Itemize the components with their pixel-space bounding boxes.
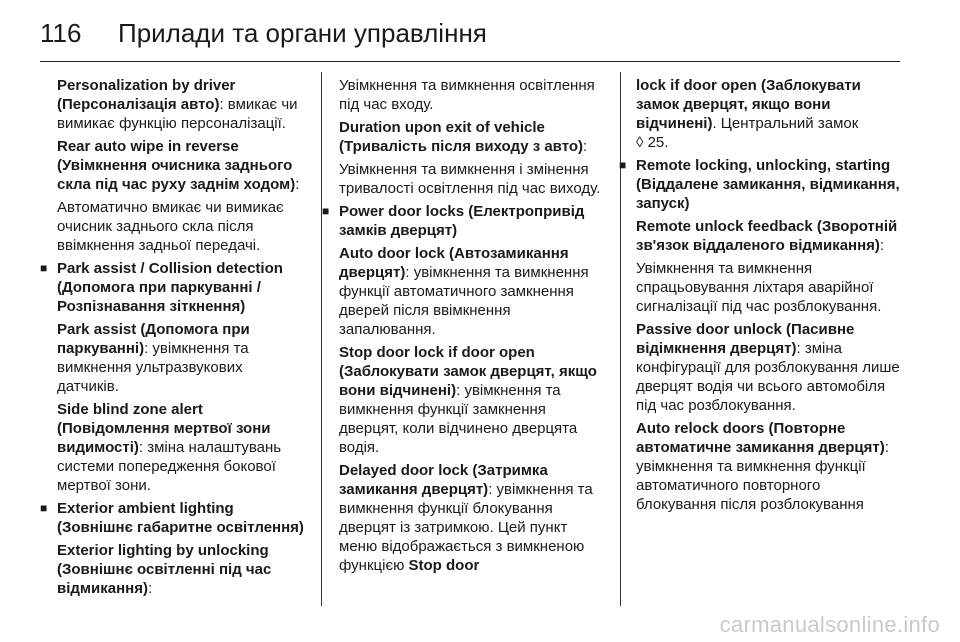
term-bold: Delayed door lock (Затримка замикання дверцят) <box>339 462 548 498</box>
page-reference: ◊ 25. <box>636 134 669 151</box>
column-middle <box>339 76 605 579</box>
bullet-title: Power door locks (Електропривід замків дверцят) <box>339 203 585 239</box>
term-bold: lock if door open (Заблокувати замок дверцят, якщо вони відчинені) <box>636 77 861 132</box>
paragraph <box>40 400 308 495</box>
bullet-title: Exterior ambient lighting (Зовнішнє габаритне освітлення) <box>57 500 304 536</box>
bullet-item <box>322 202 605 240</box>
paragraph <box>636 419 902 514</box>
term-text: : <box>147 580 153 597</box>
term-text: : <box>879 237 885 254</box>
chapter-title: Прилади та органи управління <box>118 18 487 48</box>
header-divider <box>40 61 900 62</box>
term-text: : <box>583 138 588 155</box>
paragraph <box>40 320 308 396</box>
paragraph: Увімкнення та вимкнення спрацьовування ліхтаря аварійної сигналізації під час розблокування. <box>636 260 882 315</box>
term-bold: Auto relock doors (Повторне автоматичне замикання дверцят) <box>636 420 885 456</box>
paragraph <box>339 118 605 156</box>
term-bold: Stop door <box>408 557 480 574</box>
column-left <box>40 76 308 602</box>
term-bold: Stop door lock if door open (Заблокувати замок дверцят, якщо вони відчинені) <box>339 344 597 399</box>
term-bold: Exterior lighting by unlocking (Зовнішнє освітленні під час відмикання) <box>57 542 272 597</box>
term-bold: Duration upon exit of vehicle (Тривалість після виходу з авто) <box>339 119 584 155</box>
paragraph: Увімкнення та вимкнення освітлення під час входу. <box>339 77 595 113</box>
paragraph <box>339 461 605 575</box>
term-text: : зміна налаштувань системи попередження бокової мертвої зони. <box>57 439 282 494</box>
term-bold: Passive door unlock (Пасивне відімкнення дверцят) <box>636 321 855 357</box>
bullet-item <box>40 499 308 537</box>
paragraph <box>40 541 308 598</box>
paragraph <box>636 320 902 415</box>
paragraph <box>40 76 308 133</box>
term-text: : увімкнення та вимкнення ультразвукових датчиків. <box>57 340 249 395</box>
paragraph <box>636 76 902 152</box>
page-header <box>0 0 960 62</box>
bullet-title: Remote locking, unlocking, starting (Віддалене замикання, відмикання, запуск) <box>636 157 900 212</box>
paragraph <box>339 244 605 339</box>
column-divider <box>620 72 621 606</box>
paragraph <box>40 137 308 194</box>
watermark: carmanualsonline.info <box>719 612 940 637</box>
term-text: . Центральний замок <box>712 115 859 132</box>
term-text: : вмикає чи вимикає функцію персоналізації. <box>57 96 298 132</box>
term-text: : увімкнення та вимкнення функції автоматичного замкнення дверей після ввімкнення запалювання. <box>339 264 589 338</box>
column-right <box>636 76 902 518</box>
bullet-item <box>40 259 308 316</box>
term-bold: Rear auto wipe in reverse (Увімкнення очисника заднього скла під час руху заднім ходом) <box>57 138 296 193</box>
term-bold: Personalization by driver (Персоналізація авто) <box>57 77 236 113</box>
bullet-item <box>619 156 902 213</box>
paragraph: Автоматично вмикає чи вимикає очисник заднього скла після ввімкнення задньої передачі. <box>57 199 284 254</box>
term-bold: Remote unlock feedback (Зворотній зв'язок віддаленого відмикання) <box>636 218 898 254</box>
term-text: : увімкнення та вимкнення функції блокування дверцят із затримкою. Цей пункт меню відображається з вимкненою функцією <box>339 481 593 574</box>
term-text: : увімкнення та вимкнення функції замкнення дверцят, коли відчинено дверцята водія. <box>339 382 578 456</box>
column-divider <box>321 72 322 606</box>
term-bold: Side blind zone alert (Повідомлення мертвої зони видимості) <box>57 401 271 456</box>
page-number: 116 <box>40 18 82 48</box>
term-text: : увімкнення та вимкнення функції автоматичного повторного блокування після розблокування <box>636 439 889 513</box>
paragraph <box>636 217 902 255</box>
paragraph: Увімкнення та вимкнення і змінення тривалості освітлення під час виходу. <box>339 161 601 197</box>
term-bold: Park assist (Допомога при паркуванні) <box>57 321 250 357</box>
bullet-title: Park assist / Collision detection (Допомога при паркуванні / Розпізнавання зіткнення) <box>57 260 283 315</box>
term-text: : зміна конфігурації для розблокування лише дверцят водія чи всього автомобіля під час розблокування. <box>636 340 900 414</box>
term-text: : <box>295 176 300 193</box>
paragraph <box>339 343 605 457</box>
term-bold: Auto door lock (Автозамикання дверцят) <box>339 245 569 281</box>
